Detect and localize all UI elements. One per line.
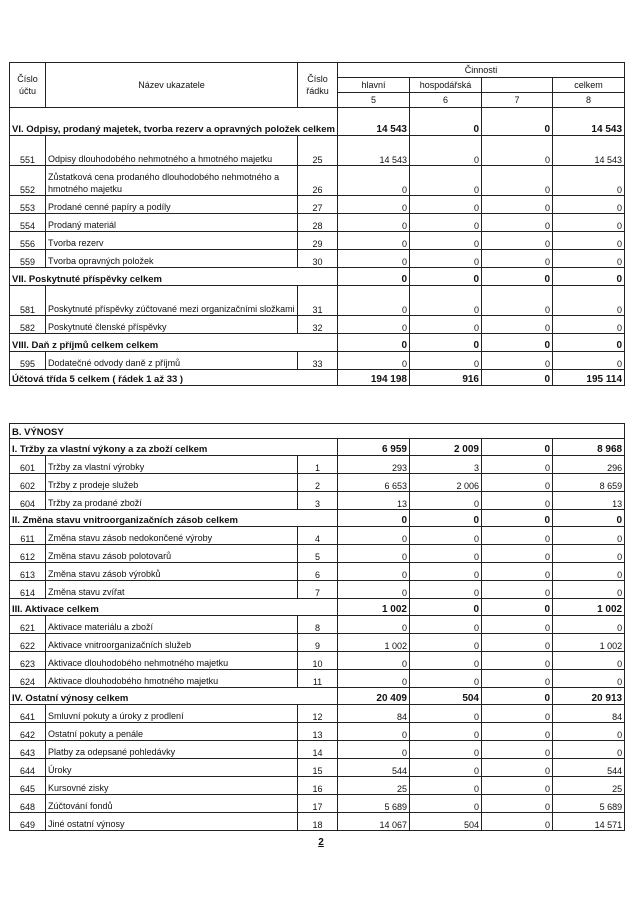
value-v6: 504 [410, 813, 482, 831]
value-v8: 0 [553, 616, 625, 634]
value-v7: 0 [482, 492, 553, 510]
account-number: 595 [10, 352, 46, 370]
value-v6: 0 [410, 166, 482, 196]
section-value-v7: 0 [482, 370, 553, 386]
section-value-v6: 2 009 [410, 439, 482, 456]
row-number: 16 [298, 777, 338, 795]
revenues-table [9, 423, 625, 831]
section-label: I. Tržby za vlastní výkony a za zboží celkem [10, 439, 338, 456]
value-v7: 0 [482, 527, 553, 545]
indicator-name: Aktivace vnitroorganizačních služeb [46, 634, 298, 652]
value-v8: 0 [553, 250, 625, 268]
value-v7: 0 [482, 136, 553, 166]
account-number: 602 [10, 474, 46, 492]
value-v5: 0 [338, 545, 410, 563]
value-v8: 0 [553, 214, 625, 232]
row-number: 30 [298, 250, 338, 268]
account-number: 622 [10, 634, 46, 652]
value-v6: 0 [410, 563, 482, 581]
value-v6: 0 [410, 352, 482, 370]
row-number: 11 [298, 670, 338, 688]
value-v8: 14 571 [553, 813, 625, 831]
indicator-name: Smluvní pokuty a úroky z prodlení [46, 705, 298, 723]
value-v5: 0 [338, 352, 410, 370]
value-v7: 0 [482, 286, 553, 316]
section-label: II. Změna stavu vnitroorganizačních zásob celkem [10, 510, 338, 527]
value-v5: 0 [338, 196, 410, 214]
indicator-name: Změna stavu zásob nedokončené výroby [46, 527, 298, 545]
value-v8: 0 [553, 196, 625, 214]
row-number: 13 [298, 723, 338, 741]
section-value-v7: 0 [482, 599, 553, 616]
section-value-v5: 0 [338, 268, 410, 286]
value-v8: 84 [553, 705, 625, 723]
account-number: 553 [10, 196, 46, 214]
header-column-number: 8 [553, 93, 625, 108]
section-value-v6: 0 [410, 268, 482, 286]
value-v7: 0 [482, 563, 553, 581]
value-v6: 2 006 [410, 474, 482, 492]
row-number: 2 [298, 474, 338, 492]
page-number: 2 [318, 837, 324, 848]
section-value-v8: 14 543 [553, 108, 625, 136]
value-v6: 0 [410, 670, 482, 688]
indicator-name: Tržby z prodeje služeb [46, 474, 298, 492]
value-v7: 0 [482, 670, 553, 688]
row-number: 32 [298, 316, 338, 334]
account-number: 645 [10, 777, 46, 795]
value-v8: 544 [553, 759, 625, 777]
row-number: 31 [298, 286, 338, 316]
header-column-number: 6 [410, 93, 482, 108]
value-v6: 0 [410, 741, 482, 759]
value-v6: 0 [410, 136, 482, 166]
value-v7: 0 [482, 581, 553, 599]
value-v6: 0 [410, 527, 482, 545]
value-v5: 1 002 [338, 634, 410, 652]
account-number: 623 [10, 652, 46, 670]
table-row [10, 616, 625, 634]
account-number: 649 [10, 813, 46, 831]
table-row [10, 813, 625, 831]
expenses-table [9, 62, 625, 386]
value-v5: 0 [338, 250, 410, 268]
value-v6: 0 [410, 616, 482, 634]
account-number: 642 [10, 723, 46, 741]
value-v5: 0 [338, 286, 410, 316]
indicator-name: Prodaný materiál [46, 214, 298, 232]
value-v7: 0 [482, 166, 553, 196]
section-value-v6: 0 [410, 108, 482, 136]
value-v8: 0 [553, 723, 625, 741]
value-v7: 0 [482, 634, 553, 652]
table-row [10, 166, 625, 196]
table-row [10, 286, 625, 316]
row-number: 12 [298, 705, 338, 723]
section-row-iii [10, 599, 625, 616]
value-v6: 0 [410, 723, 482, 741]
indicator-name: Dodatečné odvody daně z příjmů [46, 352, 298, 370]
revenues-title-row [10, 424, 625, 439]
row-number: 27 [298, 196, 338, 214]
value-v5: 14 543 [338, 136, 410, 166]
indicator-name: Tvorba opravných položek [46, 250, 298, 268]
indicator-name: Zůstatková cena prodaného dlouhodobého nehmotného a hmotného majetku [46, 166, 298, 196]
value-v5: 544 [338, 759, 410, 777]
value-v6: 0 [410, 232, 482, 250]
table-row [10, 492, 625, 510]
indicator-name: Ostatní pokuty a penále [46, 723, 298, 741]
section-value-v5: 6 959 [338, 439, 410, 456]
value-v8: 25 [553, 777, 625, 795]
section-row-ii [10, 510, 625, 527]
section-label: VI. Odpisy, prodaný majetek, tvorba rezerv a opravných položek celkem [10, 108, 338, 136]
section-label: IV. Ostatní výnosy celkem [10, 688, 338, 705]
section-value-v5: 14 543 [338, 108, 410, 136]
value-v8: 0 [553, 166, 625, 196]
header-empty [482, 78, 553, 93]
value-v7: 0 [482, 316, 553, 334]
value-v6: 0 [410, 652, 482, 670]
row-number: 8 [298, 616, 338, 634]
section-value-v5: 0 [338, 510, 410, 527]
value-v6: 0 [410, 316, 482, 334]
row-number: 3 [298, 492, 338, 510]
value-v8: 0 [553, 286, 625, 316]
indicator-name: Aktivace dlouhodobého nehmotného majetku [46, 652, 298, 670]
account-number: 624 [10, 670, 46, 688]
value-v7: 0 [482, 232, 553, 250]
table-row [10, 759, 625, 777]
value-v8: 0 [553, 352, 625, 370]
account-number: 582 [10, 316, 46, 334]
value-v7: 0 [482, 352, 553, 370]
table-row [10, 777, 625, 795]
account-number: 643 [10, 741, 46, 759]
value-v8: 14 543 [553, 136, 625, 166]
account-number: 648 [10, 795, 46, 813]
value-v5: 6 653 [338, 474, 410, 492]
row-number: 7 [298, 581, 338, 599]
value-v7: 0 [482, 616, 553, 634]
indicator-name: Změna stavu zásob výrobků [46, 563, 298, 581]
value-v7: 0 [482, 813, 553, 831]
header-row [10, 63, 625, 78]
value-v8: 0 [553, 563, 625, 581]
table-row [10, 705, 625, 723]
account-number: 604 [10, 492, 46, 510]
header-main: hlavní [338, 78, 410, 93]
table-row [10, 214, 625, 232]
row-number: 18 [298, 813, 338, 831]
section-value-v7: 0 [482, 688, 553, 705]
indicator-name: Prodané cenné papíry a podíly [46, 196, 298, 214]
value-v5: 0 [338, 741, 410, 759]
indicator-name: Odpisy dlouhodobého nehmotného a hmotného majetku [46, 136, 298, 166]
table-row [10, 795, 625, 813]
value-v8: 0 [553, 316, 625, 334]
section-label: VIII. Daň z příjmů celkem celkem [10, 334, 338, 352]
value-v5: 0 [338, 214, 410, 232]
indicator-name: Změna stavu zvířat [46, 581, 298, 599]
section-value-v6: 916 [410, 370, 482, 386]
value-v6: 0 [410, 777, 482, 795]
section-value-v8: 20 913 [553, 688, 625, 705]
section-value-v8: 1 002 [553, 599, 625, 616]
row-number: 4 [298, 527, 338, 545]
section-row-vii [10, 268, 625, 286]
row-number: 14 [298, 741, 338, 759]
value-v7: 0 [482, 214, 553, 232]
revenues-title: B. VÝNOSY [10, 424, 625, 439]
header-column-number: 7 [482, 93, 553, 108]
value-v7: 0 [482, 705, 553, 723]
table-row [10, 196, 625, 214]
section-value-v7: 0 [482, 510, 553, 527]
account-number: 621 [10, 616, 46, 634]
section-row-i [10, 439, 625, 456]
value-v5: 5 689 [338, 795, 410, 813]
indicator-name: Kursovné zisky [46, 777, 298, 795]
table-row [10, 456, 625, 474]
section-label: III. Aktivace celkem [10, 599, 338, 616]
indicator-name: Tržby za prodané zboží [46, 492, 298, 510]
account-number: 611 [10, 527, 46, 545]
table-row [10, 563, 625, 581]
row-number: 10 [298, 652, 338, 670]
value-v6: 0 [410, 759, 482, 777]
row-number: 29 [298, 232, 338, 250]
header-economic: hospodářská [410, 78, 482, 93]
value-v6: 0 [410, 250, 482, 268]
value-v7: 0 [482, 795, 553, 813]
revenues-table-body [10, 424, 625, 831]
value-v8: 5 689 [553, 795, 625, 813]
value-v5: 0 [338, 723, 410, 741]
section-value-v5: 20 409 [338, 688, 410, 705]
indicator-name: Aktivace dlouhodobého hmotného majetku [46, 670, 298, 688]
value-v8: 13 [553, 492, 625, 510]
indicator-name: Tržby za vlastní výrobky [46, 456, 298, 474]
section-value-v5: 194 198 [338, 370, 410, 386]
value-v7: 0 [482, 250, 553, 268]
value-v8: 1 002 [553, 634, 625, 652]
account-number: 601 [10, 456, 46, 474]
table-row [10, 232, 625, 250]
value-v5: 0 [338, 316, 410, 334]
indicator-name: Změna stavu zásob polotovarů [46, 545, 298, 563]
value-v7: 0 [482, 741, 553, 759]
value-v7: 0 [482, 777, 553, 795]
value-v7: 0 [482, 545, 553, 563]
table-row [10, 545, 625, 563]
section-value-v5: 0 [338, 334, 410, 352]
value-v7: 0 [482, 759, 553, 777]
value-v6: 0 [410, 196, 482, 214]
value-v8: 0 [553, 581, 625, 599]
section-row-vi [10, 108, 625, 136]
row-number: 26 [298, 166, 338, 196]
value-v8: 0 [553, 527, 625, 545]
indicator-name: Aktivace materiálu a zboží [46, 616, 298, 634]
value-v6: 0 [410, 286, 482, 316]
account-number: 641 [10, 705, 46, 723]
row-number: 15 [298, 759, 338, 777]
account-number: 613 [10, 563, 46, 581]
row-number: 5 [298, 545, 338, 563]
table-row [10, 250, 625, 268]
row-number: 9 [298, 634, 338, 652]
value-v5: 84 [338, 705, 410, 723]
section-value-v8: 0 [553, 510, 625, 527]
value-v5: 25 [338, 777, 410, 795]
indicator-name: Poskytnuté příspěvky zúčtované mezi organizačními složkami [46, 286, 298, 316]
header-indicator-name: Název ukazatele [46, 63, 298, 108]
indicator-name: Jiné ostatní výnosy [46, 813, 298, 831]
row-number: 33 [298, 352, 338, 370]
table-row [10, 581, 625, 599]
value-v5: 13 [338, 492, 410, 510]
table-row [10, 352, 625, 370]
value-v5: 0 [338, 527, 410, 545]
value-v5: 0 [338, 616, 410, 634]
value-v5: 0 [338, 652, 410, 670]
table-row [10, 136, 625, 166]
value-v7: 0 [482, 474, 553, 492]
indicator-name: Poskytnuté členské příspěvky [46, 316, 298, 334]
account-number: 554 [10, 214, 46, 232]
value-v8: 296 [553, 456, 625, 474]
value-v6: 0 [410, 634, 482, 652]
value-v6: 0 [410, 545, 482, 563]
value-v5: 0 [338, 670, 410, 688]
header-activities: Činnosti [338, 63, 625, 78]
value-v5: 0 [338, 166, 410, 196]
value-v6: 3 [410, 456, 482, 474]
section-value-v8: 195 114 [553, 370, 625, 386]
account-number: 644 [10, 759, 46, 777]
value-v6: 0 [410, 214, 482, 232]
account-number: 552 [10, 166, 46, 196]
section-value-v7: 0 [482, 334, 553, 352]
section-label: Účtová třída 5 celkem ( řádek 1 až 33 ) [10, 370, 338, 386]
section-value-v6: 0 [410, 334, 482, 352]
row-number: 6 [298, 563, 338, 581]
section-value-v5: 1 002 [338, 599, 410, 616]
indicator-name: Úroky [46, 759, 298, 777]
header-account-number: Číslo účtu [10, 63, 46, 108]
section-value-v8: 8 968 [553, 439, 625, 456]
row-number: 17 [298, 795, 338, 813]
account-number: 551 [10, 136, 46, 166]
value-v8: 8 659 [553, 474, 625, 492]
value-v8: 0 [553, 741, 625, 759]
table-row [10, 723, 625, 741]
account-number: 556 [10, 232, 46, 250]
table-row [10, 316, 625, 334]
section-value-v8: 0 [553, 334, 625, 352]
table-row [10, 670, 625, 688]
section-value-v6: 0 [410, 599, 482, 616]
value-v7: 0 [482, 723, 553, 741]
expenses-table-body [10, 63, 625, 386]
table-row [10, 634, 625, 652]
indicator-name: Zúčtování fondů [46, 795, 298, 813]
section-value-v8: 0 [553, 268, 625, 286]
value-v6: 0 [410, 492, 482, 510]
value-v5: 0 [338, 232, 410, 250]
value-v5: 293 [338, 456, 410, 474]
row-number: 1 [298, 456, 338, 474]
section-row-viii [10, 334, 625, 352]
value-v7: 0 [482, 196, 553, 214]
section-value-v7: 0 [482, 439, 553, 456]
header-column-number: 5 [338, 93, 410, 108]
indicator-name: Tvorba rezerv [46, 232, 298, 250]
account-number: 612 [10, 545, 46, 563]
value-v7: 0 [482, 456, 553, 474]
section-value-v6: 504 [410, 688, 482, 705]
table-row [10, 652, 625, 670]
value-v8: 0 [553, 670, 625, 688]
value-v6: 0 [410, 795, 482, 813]
row-number: 25 [298, 136, 338, 166]
account-number: 581 [10, 286, 46, 316]
value-v5: 14 067 [338, 813, 410, 831]
total-row [10, 370, 625, 386]
header-row-number: Číslo řádku [298, 63, 338, 108]
section-value-v7: 0 [482, 268, 553, 286]
account-number: 559 [10, 250, 46, 268]
value-v6: 0 [410, 705, 482, 723]
table-row [10, 527, 625, 545]
value-v5: 0 [338, 563, 410, 581]
value-v8: 0 [553, 545, 625, 563]
table-row [10, 474, 625, 492]
value-v8: 0 [553, 232, 625, 250]
section-value-v7: 0 [482, 108, 553, 136]
value-v5: 0 [338, 581, 410, 599]
section-row-iv [10, 688, 625, 705]
value-v6: 0 [410, 581, 482, 599]
value-v8: 0 [553, 652, 625, 670]
indicator-name: Platby za odepsané pohledávky [46, 741, 298, 759]
row-number: 28 [298, 214, 338, 232]
account-number: 614 [10, 581, 46, 599]
section-label: VII. Poskytnuté příspěvky celkem [10, 268, 338, 286]
value-v7: 0 [482, 652, 553, 670]
section-value-v6: 0 [410, 510, 482, 527]
header-total: celkem [553, 78, 625, 93]
table-row [10, 741, 625, 759]
